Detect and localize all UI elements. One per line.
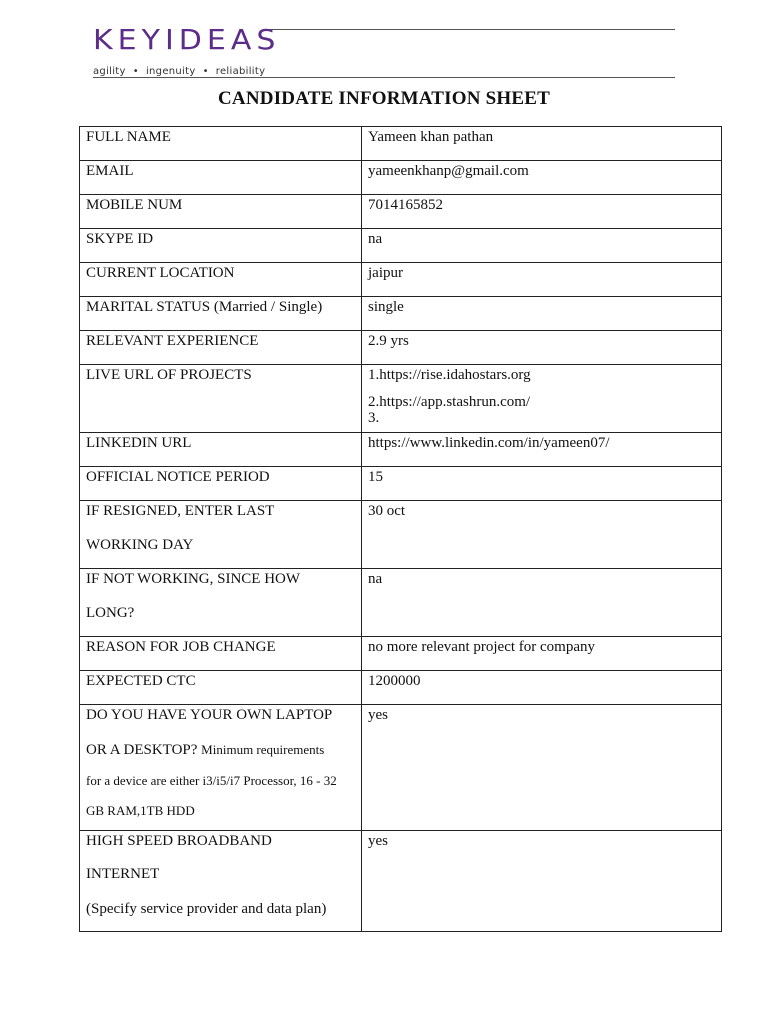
label-text: SKYPE ID [86,231,154,247]
value-text: 7014165852 [368,197,443,213]
value-text: jaipur [368,265,403,281]
field-label [80,569,362,637]
field-label [80,229,362,263]
table-row [80,671,722,705]
label-line: for a device are either i3/i5/i7 Processor, 16 - 32 [86,773,337,788]
tagline-word: reliability [215,66,266,77]
table-row [80,433,722,467]
field-label [80,127,362,161]
value-text: na [368,571,383,587]
value-text: na [368,231,383,247]
label-line: HIGH SPEED BROADBAND [86,833,272,849]
value-text: yes [368,707,388,723]
label-text [86,831,355,918]
tagline-dot: • [132,66,139,77]
field-label [80,637,362,671]
label-text [86,501,355,554]
table-row [80,229,722,263]
label-text: MOBILE NUM [86,197,183,213]
field-value [362,331,722,365]
label-line: WORKING DAY [86,537,194,553]
page-header [93,26,675,80]
label-line: LONG? [86,605,135,621]
header-rule-top [268,29,675,30]
project-url[interactable]: 1.https://rise.idahostars.org [368,367,531,383]
label-text [86,569,355,622]
field-label [80,161,362,195]
tagline-dot: • [202,66,209,77]
value-text: 2.9 yrs [368,333,409,349]
value-text: no more relevant project for company [368,639,595,655]
header-rule-bottom [93,77,675,78]
value-text: 1200000 [368,673,421,689]
label-text: RELEVANT EXPERIENCE [86,333,259,349]
field-label [80,433,362,467]
field-value [362,831,722,932]
field-value [362,501,722,569]
label-text: OFFICIAL NOTICE PERIOD [86,469,270,485]
field-label [80,467,362,501]
company-tagline [93,66,265,77]
field-label [80,195,362,229]
label-text: FULL NAME [86,129,171,145]
project-url[interactable]: 2.https://app.stashrun.com/ [368,394,531,410]
label-line: IF RESIGNED, ENTER LAST [86,503,275,519]
field-value [362,433,722,467]
field-value [362,671,722,705]
field-label [80,671,362,705]
field-label [80,297,362,331]
label-line: IF NOT WORKING, SINCE HOW [86,571,301,587]
label-line: INTERNET [86,866,160,882]
field-value [362,569,722,637]
table-row [80,831,722,932]
company-logo: KEYIDEAS [93,24,281,57]
field-value [362,161,722,195]
field-value [362,637,722,671]
field-label [80,263,362,297]
field-value [362,365,722,433]
table-row [80,195,722,229]
label-line: (Specify service provider and data plan) [86,901,327,917]
sheet-title: CANDIDATE INFORMATION SHEET [218,88,550,109]
value-text: 15 [368,469,383,485]
label-text: CURRENT LOCATION [86,265,235,281]
candidate-info-table [79,126,722,932]
label-text: REASON FOR JOB CHANGE [86,639,276,655]
value-text: yameenkhanp@gmail.com [368,163,529,179]
field-label [80,501,362,569]
tagline-word: agility [93,66,126,77]
table-row [80,569,722,637]
label-text: LINKEDIN URL [86,435,192,451]
table-row [80,705,722,831]
label-text: LIVE URL OF PROJECTS [86,367,252,383]
label-text: EXPECTED CTC [86,673,196,689]
label-line: Minimum requirements [201,742,325,757]
field-label [80,831,362,932]
table-row [80,501,722,569]
label-line: GB RAM,1TB HDD [86,803,195,818]
table-row [80,127,722,161]
field-value [362,263,722,297]
field-value [362,705,722,831]
table-row [80,297,722,331]
tagline-word: ingenuity [145,66,196,77]
table-row [80,467,722,501]
label-line: OR A DESKTOP? [86,742,198,758]
project-url: 3. [368,410,380,426]
value-text: Yameen khan pathan [368,129,494,145]
value-text: yes [368,833,388,849]
label-text: MARITAL STATUS (Married / Single) [86,299,323,315]
value-text: 30 oct [368,503,406,519]
table-row [80,263,722,297]
table-row [80,637,722,671]
field-value [362,195,722,229]
field-label [80,365,362,433]
label-line: DO YOU HAVE YOUR OWN LAPTOP [86,707,333,723]
field-value [362,229,722,263]
field-value [362,467,722,501]
field-label [80,705,362,831]
table-row [80,365,722,433]
value-text: single [368,299,404,315]
table-row [80,331,722,365]
table-row [80,161,722,195]
label-text [86,705,355,819]
field-value [362,127,722,161]
label-text: EMAIL [86,163,134,179]
value-text [368,365,715,425]
field-value [362,297,722,331]
field-label [80,331,362,365]
linkedin-url[interactable]: https://www.linkedin.com/in/yameen07/ [368,435,610,451]
